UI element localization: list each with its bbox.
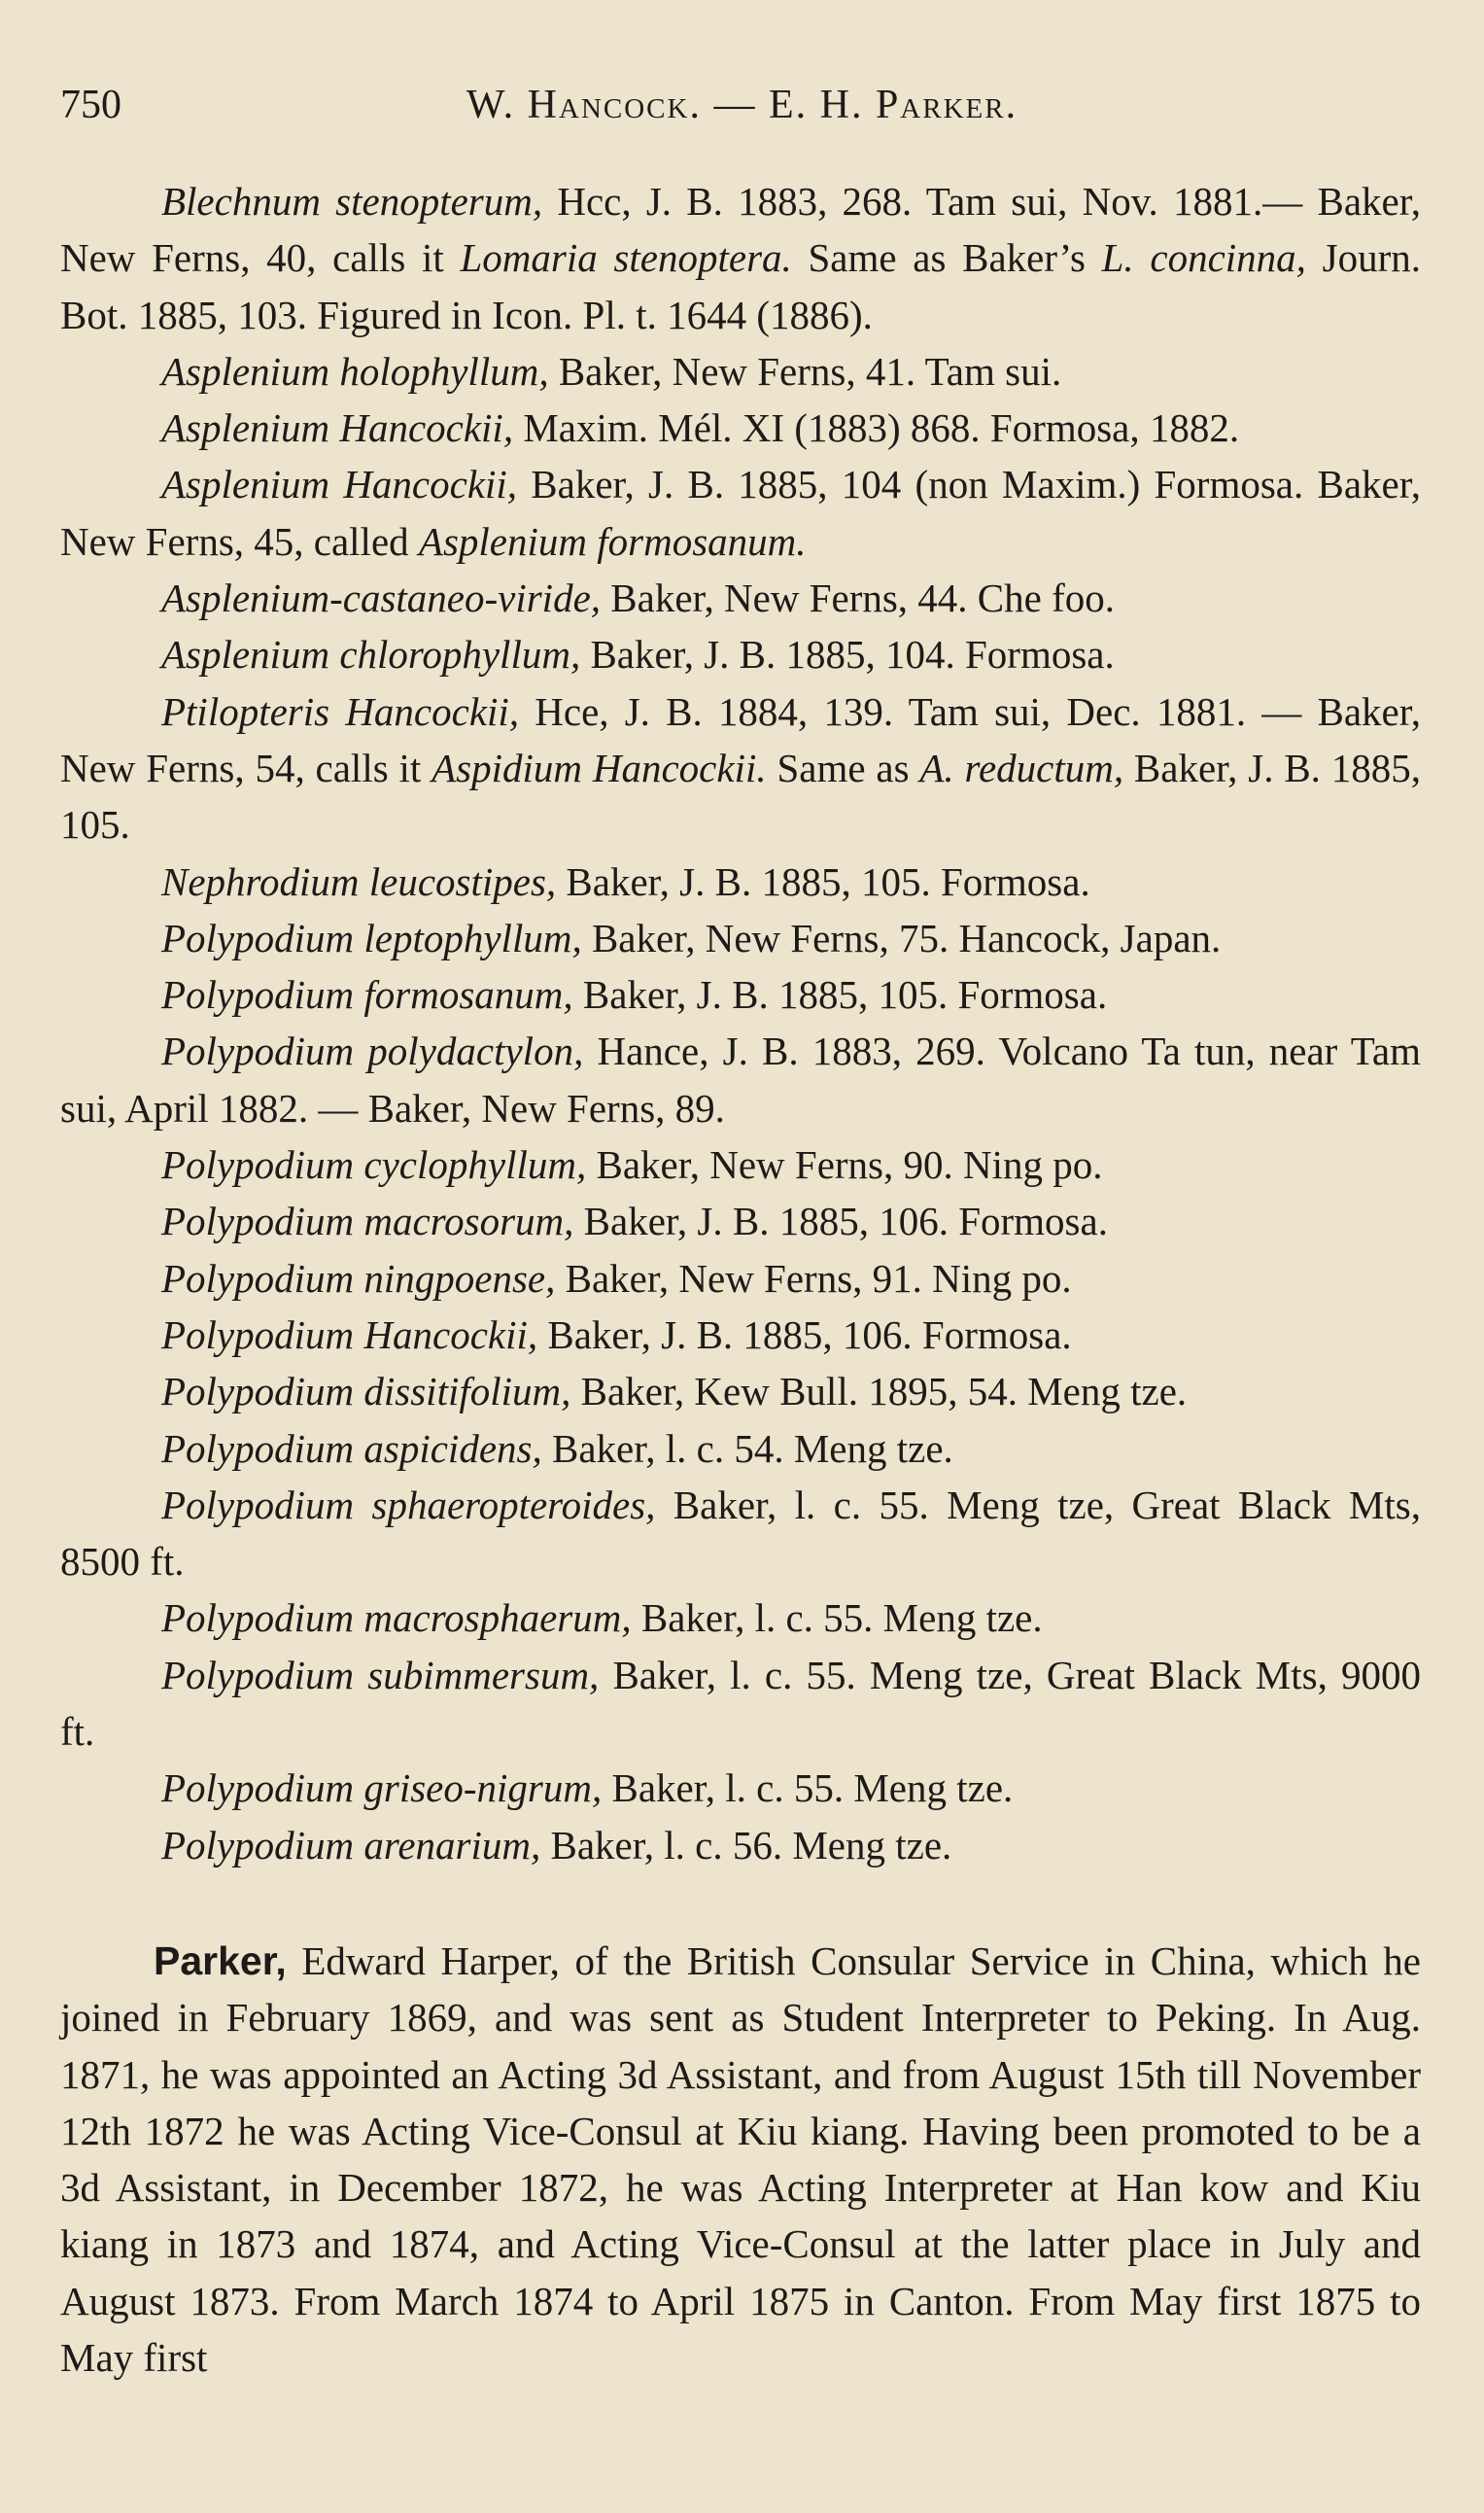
species-name: Polypodium ningpoense, [161,1255,556,1301]
species-name: Asplenium-castaneo-viride, [161,576,602,621]
entry-text: Baker, l. c. 55. Meng tze. [602,1765,1014,1811]
species-name: Asplenium holophyllum, [161,348,549,394]
list-item [60,570,1421,626]
species-name: Asplenium formosanum. [418,518,807,564]
list-item [60,910,1421,966]
list-item [60,1589,1421,1646]
entry-text: Baker, J. B. 1885, 106. Formosa. [573,1199,1108,1244]
entry-text: Maxim. Mél. XI (1883) 868. Formosa, 1882. [513,405,1240,451]
fern-entry-list [60,173,1421,1873]
entry-text: Baker, l. c. 56. Meng tze. [540,1822,952,1867]
entry-text: Baker, New Ferns, 41. Tam sui. [548,348,1062,394]
list-item [60,1136,1421,1193]
entry-text: Hce, J. B. 1884, 139. Tam sui, Dec. 1881. — Baker, New Ferns, 54, calls it [60,688,1422,790]
biography-name: Parker, [154,1938,287,1983]
list-item [60,1307,1421,1363]
species-name: Polypodium polydactylon, [161,1029,584,1074]
species-name: Polypodium aspicidens, [161,1425,542,1471]
entry-text: Baker, J. B. 1885, 106. Formosa. [537,1311,1072,1357]
entry-text: Journ. Bot. 1885, 103. Figured in Icon. Pl. t. 1644 (1886). [60,235,1421,337]
list-item [60,173,1421,343]
list-item [60,683,1421,854]
biography-text: Edward Harper, of the British Consular Service in China, which he joined in February 1869, and was sent as Student Interpreter to Peking. In Aug. 1871, he was appointed an Acting 3d Assistant, and from August 15th till November 12th 1872 he was Acting Vice-Consul at Kiu kiang. Having been promoted to be a 3d Assistant, in December 1872, he was Acting Interpreter at Han kow and Kiu kiang in 1873 and 1874, and Acting Vice-Consul at the latter place in July and August 1873. From March 1874 to April 1875 in Canton. From May first 1875 to May first [60,1938,1421,2381]
species-name: Nephrodium leucostipes, [161,858,557,904]
entry-text: Baker, J. B. 1885, 105. Formosa. [572,972,1108,1018]
entry-text: Baker, New Ferns, 75. Hancock, Japan. [581,915,1222,960]
species-name: Polypodium cyclophyllum, [161,1142,587,1188]
species-name: A. reductum, [919,745,1124,790]
list-item [60,1193,1421,1249]
entry-text: Baker, l. c. 55. Meng tze, Great Black Mts, 8500 ft. [60,1482,1421,1585]
list-item [60,854,1421,910]
list-item [60,1760,1421,1816]
species-name: Aspidium Hancockii. [431,745,767,790]
biography-paragraph [60,1933,1421,2386]
species-name: Polypodium griseo-nigrum, [161,1765,603,1811]
species-name: Polypodium dissitifolium, [161,1369,571,1414]
list-item [60,1250,1421,1307]
list-item [60,1363,1421,1419]
list-item [60,1647,1421,1761]
entry-text: Same as [766,745,920,790]
entry-text: Baker, New Ferns, 44. Che foo. [601,576,1116,621]
species-name: Polypodium sphaeropteroides, [161,1482,656,1527]
entry-text: Baker, J. B. 1885, 104. Formosa. [580,632,1115,678]
species-name: Lomaria stenoptera. [460,235,792,281]
species-name: Polypodium macrosorum, [161,1199,574,1244]
entry-text: Hance, J. B. 1883, 269. Volcano Ta tun, near Tam sui, April 1882. — Baker, New Ferns, 89. [60,1029,1422,1131]
biography-section [60,1933,1421,2386]
entry-text: Baker, J. B. 1885, 105. [60,745,1421,848]
entry-text: Baker, l. c. 55. Meng tze, Great Black Mts, 9000 ft. [60,1652,1421,1755]
entry-text: Baker, l. c. 54. Meng tze. [541,1425,953,1471]
species-name: Polypodium formosanum, [161,972,573,1018]
species-name: Polypodium Hancockii, [161,1311,538,1357]
list-item [60,343,1421,400]
page-header [60,76,1424,134]
species-name: L. concinna, [1101,235,1306,281]
species-name: Polypodium macrosphaerum, [161,1595,632,1641]
species-name: Asplenium chlorophyllum, [161,632,581,678]
list-item [60,966,1421,1023]
page-number: 750 [60,83,121,127]
list-item [60,626,1421,682]
species-name: Blechnum stenopterum, [161,179,543,224]
list-item [60,1477,1421,1590]
list-item [60,1023,1421,1136]
species-name: Ptilopteris Hancockii, [161,688,520,734]
species-name: Polypodium leptophyllum, [161,915,582,960]
entry-text: Baker, l. c. 55. Meng tze. [631,1595,1043,1641]
entry-text: Baker, J. B. 1885, 104 (non Maxim.) Formosa. Baker, New Ferns, 45, called [60,462,1421,564]
entry-text: Baker, New Ferns, 90. Ning po. [586,1142,1103,1188]
species-name: Polypodium subimmersum, [161,1652,600,1697]
species-name: Asplenium Hancockii, [161,405,514,451]
running-head: W. Hancock. — E. H. Parker. [466,83,1018,127]
entry-text: Baker, Kew Bull. 1895, 54. Meng tze. [570,1369,1188,1414]
species-name: Polypodium arenarium, [161,1822,541,1867]
entry-text: Same as Baker’s [791,235,1102,281]
entry-text: Baker, J. B. 1885, 105. Formosa. [556,858,1090,904]
species-name: Asplenium Hancockii, [161,462,518,507]
list-item [60,400,1421,456]
entry-text: Baker, New Ferns, 91. Ning po. [555,1255,1072,1301]
list-item [60,456,1421,570]
list-item [60,1817,1421,1873]
list-item [60,1420,1421,1477]
entry-text: Hcc, J. B. 1883, 268. Tam sui, Nov. 1881.— Baker, New Ferns, 40, calls it [60,179,1422,281]
